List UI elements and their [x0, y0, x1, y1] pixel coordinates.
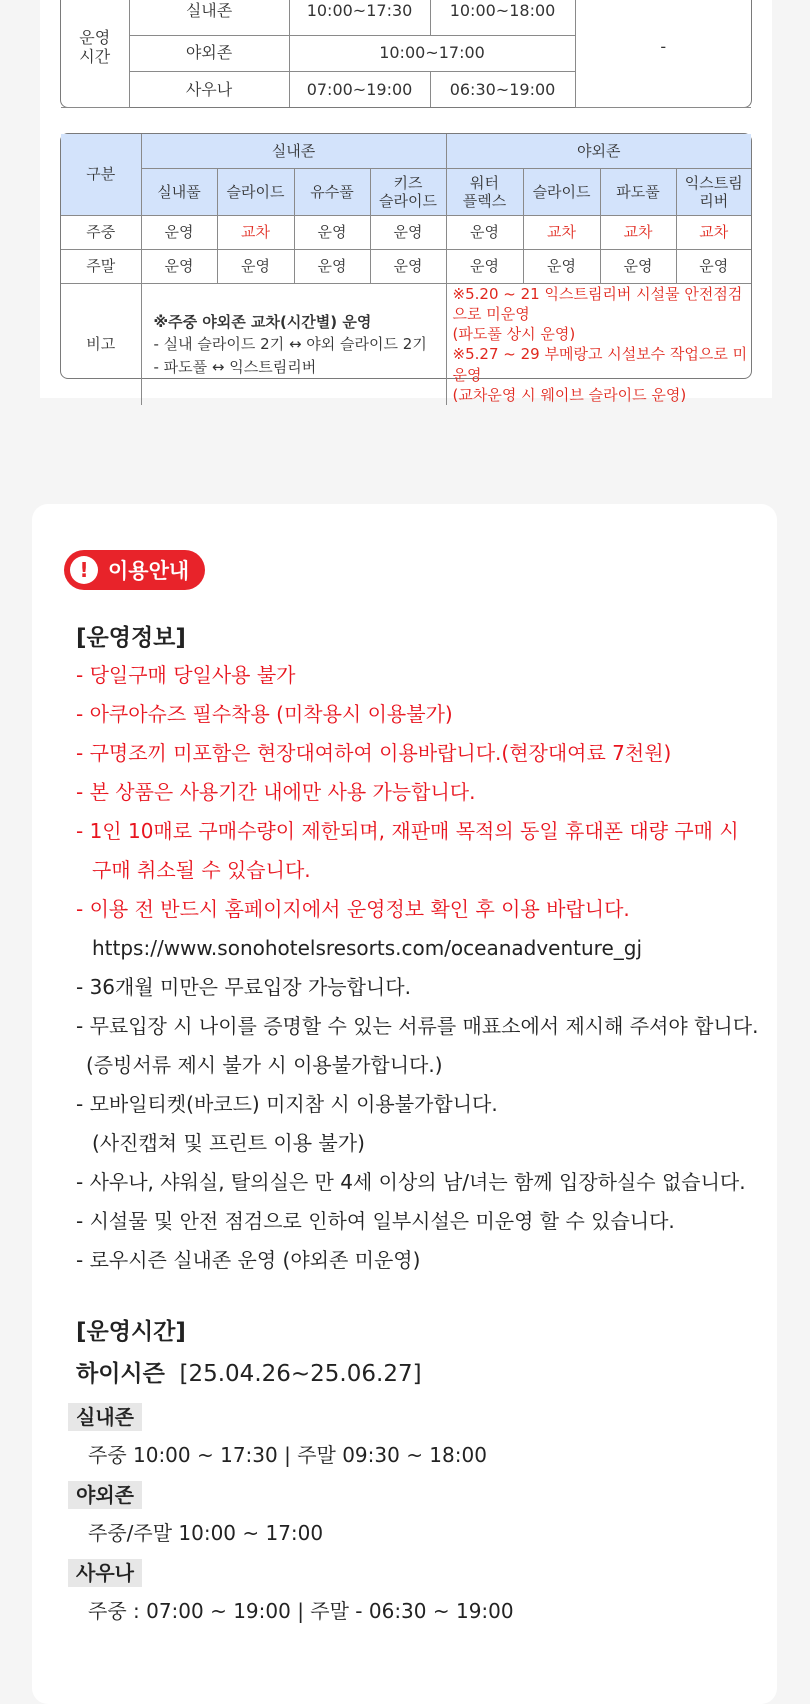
note-main: [141, 283, 446, 405]
zone-hours: 주중 10:00 ~ 17:30 | 주말 09:30 ~ 18:00: [88, 1443, 487, 1467]
dash-cell: -: [575, 0, 751, 107]
row-header-operating-hours: 운영 시간: [61, 0, 129, 107]
header-gubun: 구분: [61, 134, 141, 215]
status-cell: 운영: [370, 215, 446, 249]
note-red-line: ※5.27 ~ 29 부메랑고 시설보수 작업으로 미운영: [452, 345, 748, 384]
status-cell: 운영: [217, 249, 294, 283]
table-row: [61, 249, 751, 283]
zone-cell: 야외존: [129, 35, 289, 71]
notice-content: [76, 620, 766, 1632]
list-item: - 로우시즌 실내존 운영 (야외존 미운영): [76, 1248, 421, 1272]
note-red-line: (파도풀 상시 운영): [452, 325, 576, 343]
row-header-note: 비고: [61, 283, 141, 405]
zone-tag: 사우나: [68, 1559, 142, 1587]
zone-hours: 주중/주말 10:00 ~ 17:00: [88, 1521, 324, 1545]
list-item: 구매 취소될 수 있습니다.: [92, 858, 311, 882]
facility-header: 파도풀: [600, 168, 676, 215]
status-cell: 운영: [523, 249, 600, 283]
header-indoor-zone: 실내존: [141, 134, 446, 168]
list-item: - 이용 전 반드시 홈페이지에서 운영정보 확인 후 이용 바랍니다.: [76, 897, 630, 921]
status-cell: 운영: [676, 249, 751, 283]
note-line: - 실내 슬라이드 2기 ↔ 야외 슬라이드 2기: [153, 335, 427, 353]
facility-header: 실내풀: [141, 168, 217, 215]
hours-cell: 10:00~17:30: [289, 0, 430, 35]
list-item: - 1인 10매로 구매수량이 제한되며, 재판매 목적의 동일 휴대폰 대량 구매 시: [76, 819, 739, 843]
zone-tag: 야외존: [68, 1481, 142, 1509]
exclamation-icon: !: [70, 556, 98, 584]
hours-cell: 07:00~19:00: [289, 71, 430, 107]
zone-hours-list: [76, 1398, 766, 1632]
operating-hours-table: [60, 0, 752, 108]
zone-tag: 실내존: [68, 1403, 142, 1431]
usage-notice-card: [32, 504, 777, 1704]
season-heading: [76, 1350, 766, 1398]
status-cell: 교차: [676, 215, 751, 249]
header-outdoor-zone: 야외존: [446, 134, 751, 168]
status-cell: 운영: [294, 249, 370, 283]
facility-header: 슬라이드: [217, 168, 294, 215]
list-item: - 무료입장 시 나이를 증명할 수 있는 서류를 매표소에서 제시해 주셔야 합니다.: [76, 1014, 759, 1038]
list-item: https://www.sonohotelsresorts.com/oceanadventure_gj: [92, 936, 643, 960]
list-item: - 당일구매 당일사용 불가: [76, 663, 296, 687]
row-header-weekend: 주말: [61, 249, 141, 283]
table-row: [61, 283, 751, 405]
note-red-line: ※5.20 ~ 21 익스트림리버 시설물 안전점검으로 미운영: [452, 284, 743, 323]
badge-label: 이용안내: [108, 559, 190, 583]
hours-cell: 06:30~19:00: [430, 71, 575, 107]
note-title: ※주중 야외존 교차(시간별) 운영: [153, 312, 372, 331]
status-cell: 운영: [446, 249, 523, 283]
schedule-image: [40, 0, 772, 404]
zone-tag-row: [76, 1476, 766, 1513]
zone-tag-row: [76, 1554, 766, 1591]
list-item: - 사우나, 샤워실, 탈의실은 만 4세 이상의 남/녀는 함께 입장하실수 없습니다.: [76, 1170, 746, 1194]
hours-cell: 10:00~18:00: [430, 0, 575, 35]
zone-cell: 실내존: [129, 0, 289, 35]
status-cell: 운영: [370, 249, 446, 283]
facility-operation-table: [60, 133, 752, 404]
status-cell: 운영: [141, 215, 217, 249]
list-item: - 모바일티켓(바코드) 미지참 시 이용불가합니다.: [76, 1092, 498, 1116]
table-row: [61, 134, 751, 168]
list-item: - 36개월 미만은 무료입장 가능합니다.: [76, 975, 411, 999]
usage-notice-badge: [64, 550, 205, 590]
facility-header: 슬라이드: [523, 168, 600, 215]
table-row: [61, 0, 751, 35]
facility-header: 익스트림 리버: [676, 168, 751, 215]
season-name: 하이시즌: [76, 1361, 165, 1387]
season-range: [25.04.26~25.06.27]: [179, 1361, 422, 1387]
list-item: - 아쿠아슈즈 필수착용 (미착용시 이용불가): [76, 702, 453, 726]
hours-cell: 10:00~17:00: [289, 35, 575, 71]
status-cell: 운영: [600, 249, 676, 283]
list-item: - 시설물 및 안전 점검으로 인하여 일부시설은 미운영 할 수 있습니다.: [76, 1209, 675, 1233]
status-cell: 교차: [217, 215, 294, 249]
list-item: (사진캡쳐 및 프린트 이용 불가): [92, 1131, 365, 1155]
list-item: - 구명조끼 미포함은 현장대여하여 이용바랍니다.(현장대여료 7천원): [76, 741, 672, 765]
row-header-weekday: 주중: [61, 215, 141, 249]
info-list: [76, 656, 766, 1280]
table-row: [61, 168, 751, 215]
section-title-operating-hours: [운영시간]: [76, 1319, 186, 1345]
status-cell: 교차: [523, 215, 600, 249]
status-cell: 운영: [141, 249, 217, 283]
facility-header: 워터 플렉스: [446, 168, 523, 215]
facility-header: 키즈 슬라이드: [370, 168, 446, 215]
status-cell: 운영: [446, 215, 523, 249]
section-title-operating-info: [운영정보]: [76, 625, 186, 651]
status-cell: 교차: [600, 215, 676, 249]
zone-tag-row: [76, 1398, 766, 1435]
note-red-line: (교차운영 시 웨이브 슬라이드 운영): [452, 385, 687, 404]
zone-cell: 사우나: [129, 71, 289, 107]
list-item: - 본 상품은 사용기간 내에만 사용 가능합니다.: [76, 780, 476, 804]
facility-header: 유수풀: [294, 168, 370, 215]
note-line: - 파도풀 ↔ 익스트림리버: [153, 357, 317, 376]
table-row: [61, 215, 751, 249]
status-cell: 운영: [294, 215, 370, 249]
note-red: [446, 283, 751, 405]
zone-hours: 주중 : 07:00 ~ 19:00 | 주말 - 06:30 ~ 19:00: [88, 1599, 514, 1623]
list-item: (증빙서류 제시 불가 시 이용불가합니다.): [86, 1053, 443, 1077]
